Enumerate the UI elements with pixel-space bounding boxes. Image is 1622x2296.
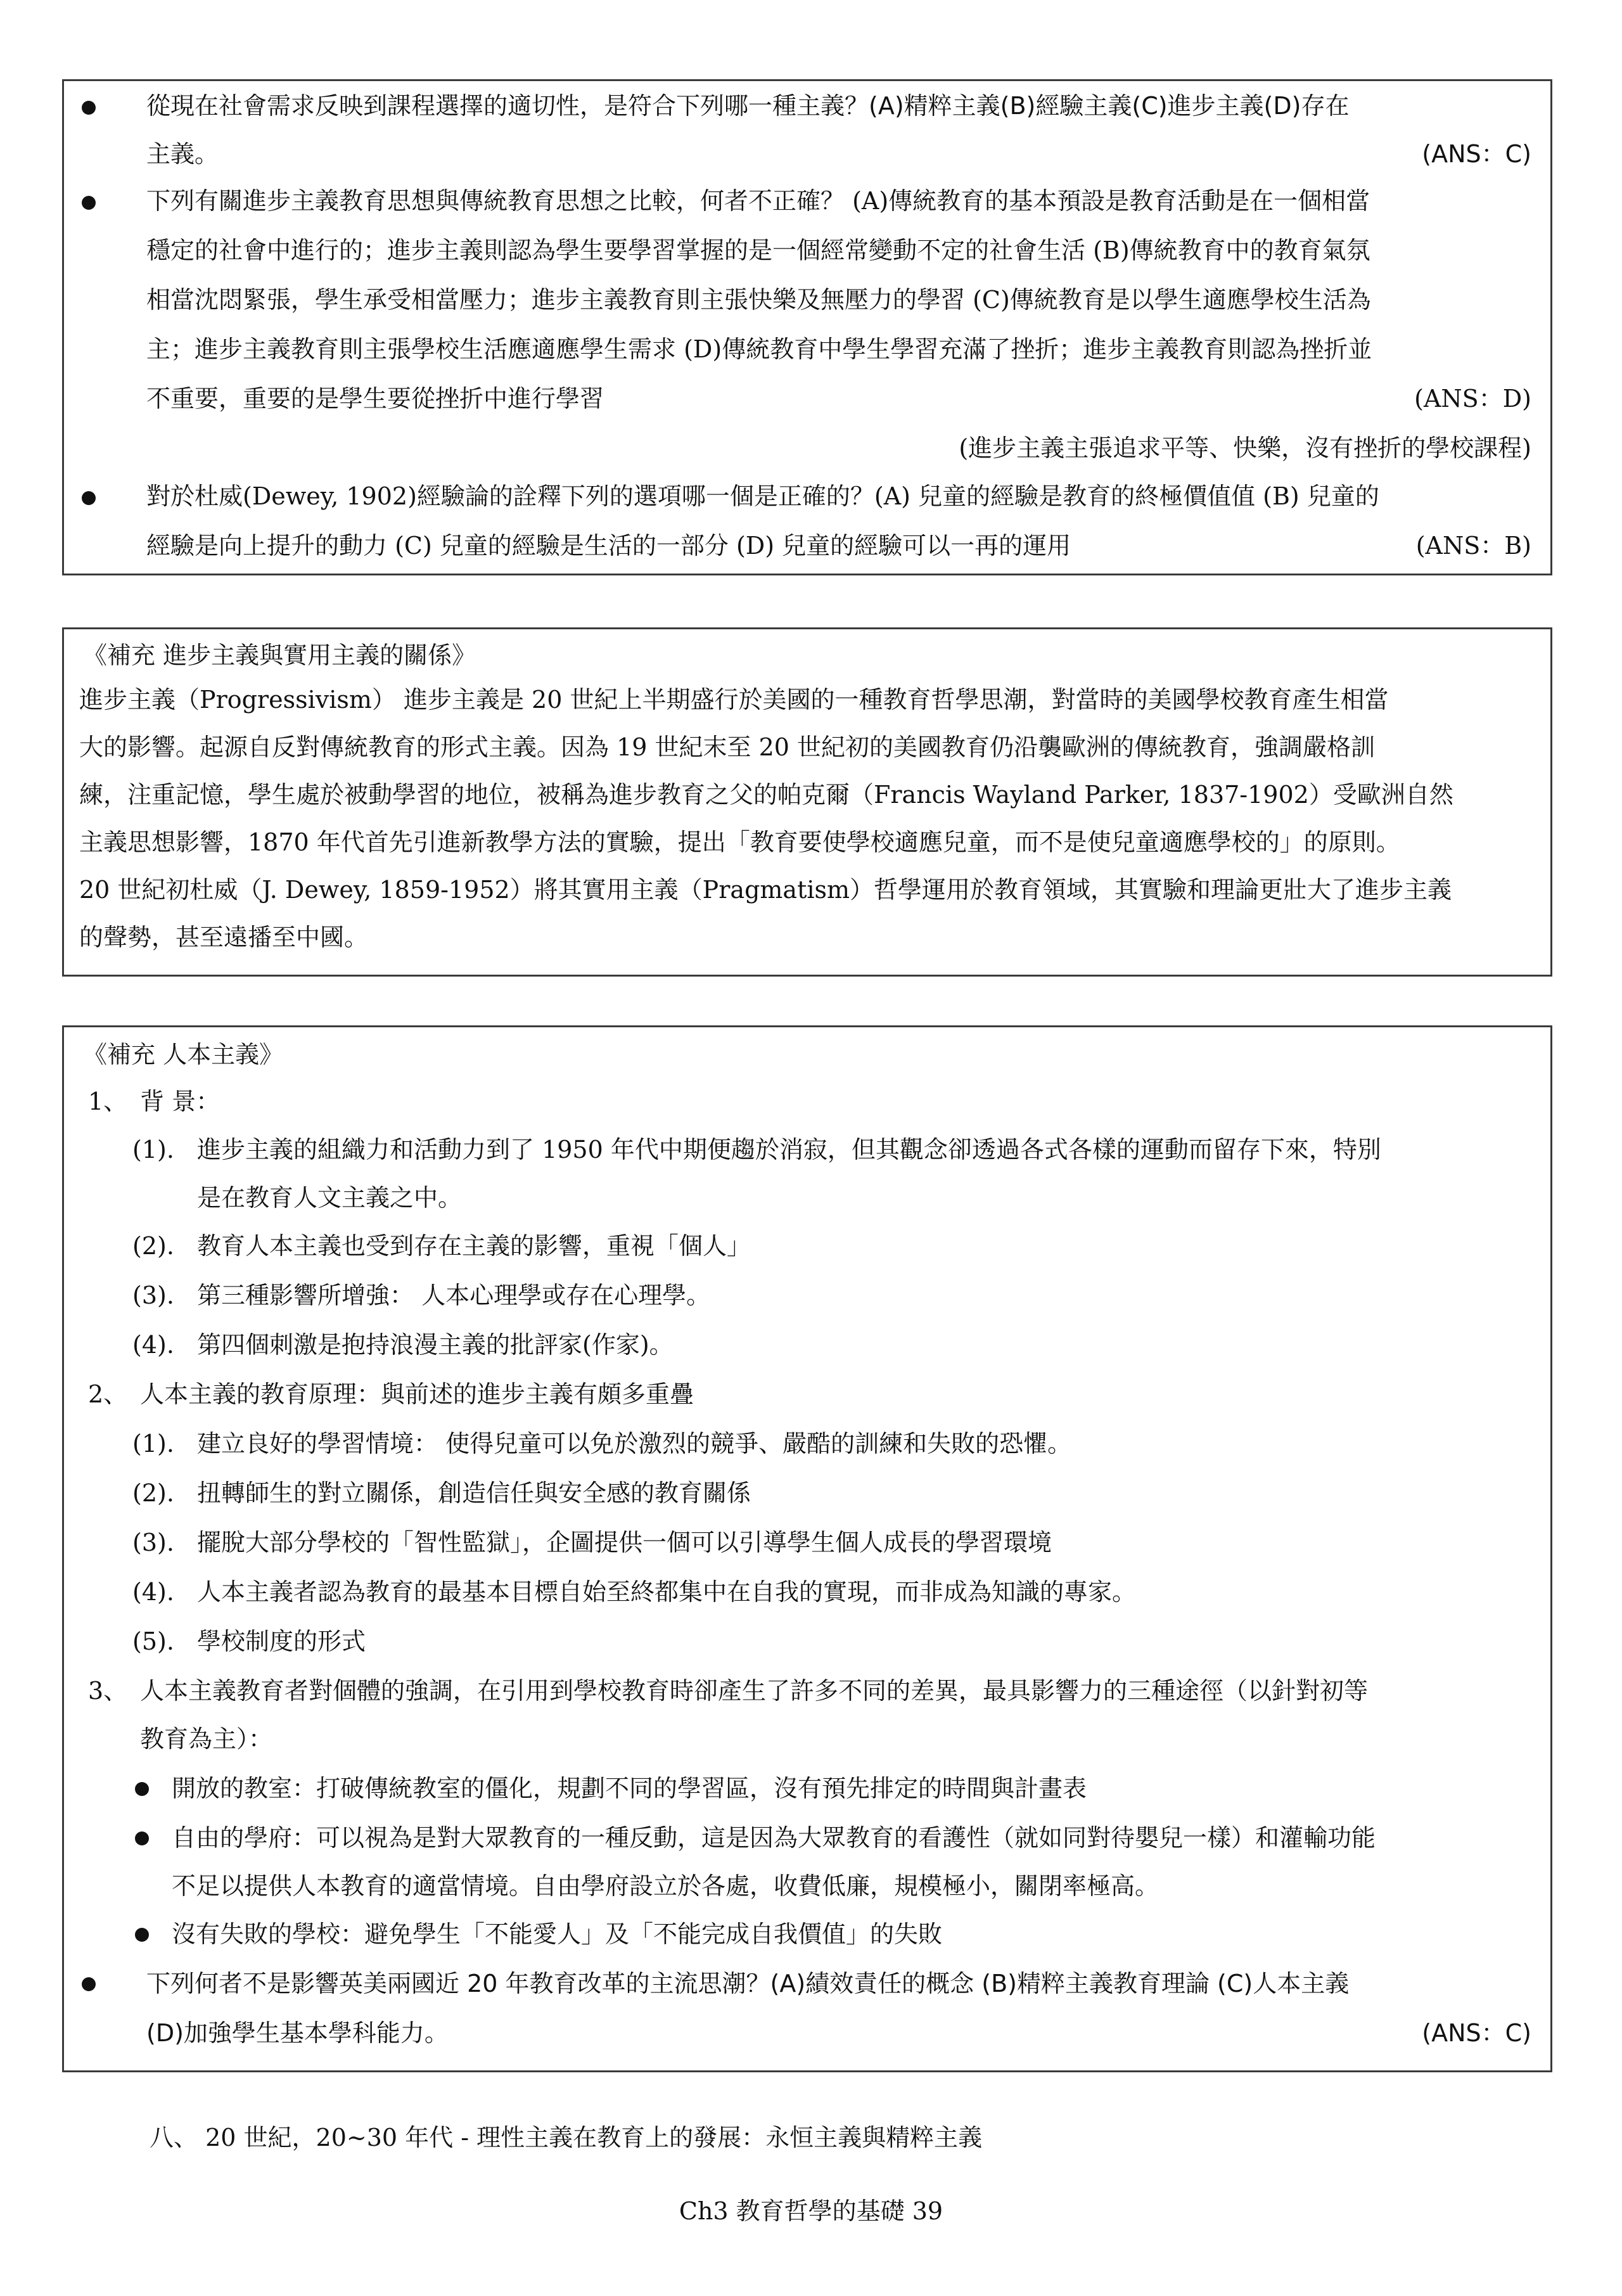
q3-answer: (ANS：B) <box>1415 532 1531 560</box>
bullet-icon <box>82 101 96 115</box>
q2-line-2: 穩定的社會中進行的；進步主義則認為學生要學習掌握的是一個經常變動不定的社會生活 (B)傳統教育中的教育氣氛 <box>146 236 1370 264</box>
item-number: (1). <box>132 1136 174 1164</box>
q2-note: (進步主義主張追求平等、快樂，沒有挫折的學校課程) <box>959 434 1531 462</box>
page-footer: Ch3 教育哲學的基礎 39 <box>679 2197 943 2225</box>
section-heading: 背 景： <box>140 1087 220 1115</box>
supplement-title: 《補充 人本主義》 <box>83 1041 284 1068</box>
item-number: (3). <box>132 1529 174 1556</box>
item-number: (2). <box>132 1479 174 1507</box>
bullet-icon <box>135 1831 149 1845</box>
q2-answer: (ANS：D) <box>1414 385 1531 413</box>
item-number: (5). <box>132 1627 174 1655</box>
paragraph-line: 練，注重記憶，學生處於被動學習的地位，被稱為進步教育之父的帕克爾（Francis Wayland Parker, 1837-1902）受歐洲自然 <box>79 781 1453 809</box>
item-text: 擺脫大部分學校的「智性監獄」，企圖提供一個可以引導學生個人成長的學習環境 <box>197 1529 1052 1556</box>
paragraph-line: 20 世紀初杜威（J. Dewey, 1859-1952）將其實用主義（Pragmatism）哲學運用於教育領域，其實驗和理論更壯大了進步主義 <box>79 876 1452 904</box>
section-text: 教育為主）： <box>140 1725 273 1753</box>
q4-line-2: (D)加強學生基本學科能力。 <box>146 2019 449 2047</box>
section-heading: 人本主義的教育原理：與前述的進步主義有頗多重疊 <box>140 1380 694 1408</box>
section-number: 3、 <box>88 1677 128 1705</box>
q2-line-5: 不重要，重要的是學生要從挫折中進行學習 <box>146 385 604 413</box>
item-text: 扭轉師生的對立關係，創造信任與安全感的教育關係 <box>197 1479 751 1507</box>
approach-text: 沒有失敗的學校：避免學生「不能愛人」及「不能完成自我價值」的失敗 <box>172 1920 943 1948</box>
supplement-box-humanism <box>62 1025 1552 2072</box>
section-text: 人本主義教育者對個體的強調，在引用到學校教育時卻產生了許多不同的差異，最具影響力的三種途徑（以針對初等 <box>140 1677 1369 1705</box>
q2-line-1: 下列有關進步主義教育思想與傳統教育思想之比較，何者不正確？ (A)傳統教育的基本預設是教育活動是在一個相當 <box>146 187 1370 215</box>
bullet-icon <box>82 196 96 210</box>
item-number: (4). <box>132 1578 174 1606</box>
item-text: 學校制度的形式 <box>197 1627 366 1655</box>
q1-line-1: 從現在社會需求反映到課程選擇的適切性，是符合下列哪一種主義？(A)精粹主義(B)經驗主義(C)進步主義(D)存在 <box>146 92 1350 120</box>
approach-text: 自由的學府：可以視為是對大眾教育的一種反動，這是因為大眾教育的看護性（就如同對待嬰兒一樣）和灌輸功能 <box>172 1824 1376 1852</box>
supplement-title: 《補充 進步主義與實用主義的關係》 <box>83 641 476 669</box>
bullet-icon <box>82 491 96 505</box>
bullet-icon <box>135 1782 149 1796</box>
approach-text: 不足以提供人本教育的適當情境。自由學府設立於各處，收費低廉，規模極小，關閉率極高。 <box>172 1872 1159 1900</box>
bullet-icon <box>82 1977 96 1991</box>
section-number: 2、 <box>88 1380 128 1408</box>
supplement-box-progressivism <box>62 627 1552 977</box>
item-number: (1). <box>132 1430 174 1458</box>
item-text: 教育人本主義也受到存在主義的影響，重視「個人」 <box>197 1232 751 1260</box>
bullet-icon <box>135 1928 149 1942</box>
q1-answer: (ANS：C) <box>1422 140 1531 168</box>
item-text: 人本主義者認為教育的最基本目標自始至終都集中在自我的實現，而非成為知識的專家。 <box>197 1578 1137 1606</box>
section-heading-eight: 八、 20 世紀，20~30 年代 - 理性主義在教育上的發展：永恒主義與精粹主義 <box>150 2124 983 2152</box>
q3-line-1: 對於杜威(Dewey, 1902)經驗論的詮釋下列的選項哪一個是正確的？(A) 兒童的經驗是教育的終極價值值 (B) 兒童的 <box>146 482 1379 510</box>
q4-answer: (ANS：C) <box>1422 2019 1531 2047</box>
item-number: (3). <box>132 1281 174 1309</box>
paragraph-line: 主義思想影響，1870 年代首先引進新教學方法的實驗，提出「教育要使學校適應兒童，而不是使兒童適應學校的」的原則。 <box>79 828 1400 856</box>
item-text: 是在教育人文主義之中。 <box>197 1184 463 1212</box>
item-text: 第四個刺激是抱持浪漫主義的批評家(作家)。 <box>197 1331 674 1359</box>
paragraph-line: 的聲勢，甚至遠播至中國。 <box>79 923 369 951</box>
section-number: 1、 <box>88 1087 128 1115</box>
paragraph-line: 進步主義（Progressivism） 進步主義是 20 世紀上半期盛行於美國的一種教育哲學思潮，對當時的美國學校教育產生相當 <box>79 686 1389 714</box>
q3-line-2: 經驗是向上提升的動力 (C) 兒童的經驗是生活的一部分 (D) 兒童的經驗可以一再的運用 <box>146 532 1071 560</box>
item-text: 進步主義的組織力和活動力到了 1950 年代中期便趨於消寂，但其觀念卻透過各式各樣的運動而留存下來，特別 <box>197 1136 1381 1164</box>
item-text: 第三種影響所增強： 人本心理學或存在心理學。 <box>197 1281 711 1309</box>
q4-line-1: 下列何者不是影響英美兩國近 20 年教育改革的主流思潮？(A)績效責任的概念 (B)精粹主義教育理論 (C)人本主義 <box>146 1970 1350 1998</box>
approach-text: 開放的教室：打破傳統教室的僵化，規劃不同的學習區，沒有預先排定的時間與計畫表 <box>172 1774 1087 1802</box>
paragraph-line: 大的影響。起源自反對傳統教育的形式主義。因為 19 世紀末至 20 世紀初的美國教育仍沿襲歐洲的傳統教育，強調嚴格訓 <box>79 733 1376 761</box>
q2-line-3: 相當沈悶緊張，學生承受相當壓力；進步主義教育則主張快樂及無壓力的學習 (C)傳統教育是以學生適應學校生活為 <box>146 286 1371 314</box>
q2-line-4: 主；進步主義教育則主張學校生活應適應學生需求 (D)傳統教育中學生學習充滿了挫折；進步主義教育則認為挫折並 <box>146 335 1372 363</box>
question-box-1 <box>62 79 1552 575</box>
item-number: (2). <box>132 1232 174 1260</box>
item-number: (4). <box>132 1331 174 1359</box>
q1-line-2: 主義。 <box>146 140 219 168</box>
item-text: 建立良好的學習情境： 使得兒童可以免於激烈的競爭、嚴酷的訓練和失敗的恐懼。 <box>197 1430 1072 1458</box>
